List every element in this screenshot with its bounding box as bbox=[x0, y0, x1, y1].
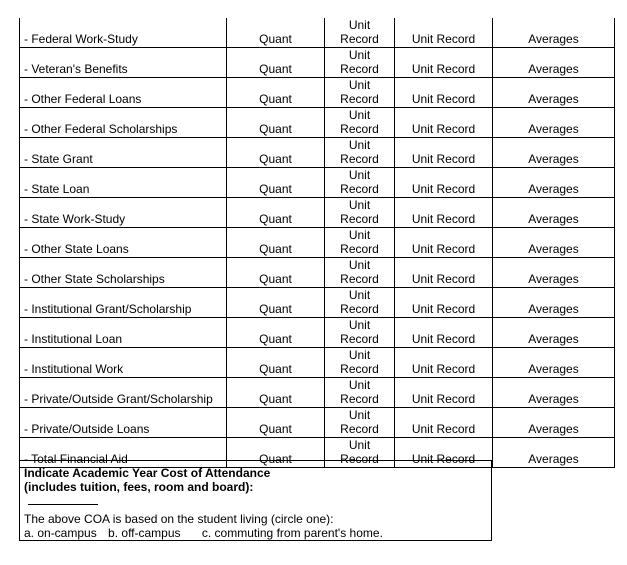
table-row bbox=[20, 78, 615, 108]
unit-record-cell: Unit Record bbox=[395, 228, 493, 258]
quant-cell: Quant bbox=[227, 48, 325, 78]
averages-cell: Averages bbox=[493, 108, 615, 138]
unit-record-cell: Unit Record bbox=[395, 138, 493, 168]
record-label: Record bbox=[340, 302, 379, 316]
quant-cell: Quant bbox=[227, 408, 325, 438]
table-row bbox=[20, 378, 615, 408]
unit-label: Unit bbox=[348, 408, 371, 422]
aid-type-label: - Other Federal Loans bbox=[20, 78, 227, 108]
unit-label: Unit bbox=[348, 288, 371, 302]
table-row bbox=[20, 138, 615, 168]
unit-label: Unit bbox=[348, 138, 371, 152]
unit-label: Unit bbox=[348, 18, 371, 32]
table-row bbox=[20, 288, 615, 318]
aid-type-label: - Other State Loans bbox=[20, 228, 227, 258]
unit-record-cell bbox=[325, 408, 395, 438]
quant-cell: Quant bbox=[227, 348, 325, 378]
record-label: Record bbox=[340, 152, 379, 166]
quant-cell: Quant bbox=[227, 138, 325, 168]
quant-cell: Quant bbox=[227, 288, 325, 318]
quant-cell: Quant bbox=[227, 18, 325, 48]
quant-cell: Quant bbox=[227, 258, 325, 288]
unit-record-cell: Unit Record bbox=[395, 378, 493, 408]
financial-aid-table bbox=[19, 18, 615, 468]
unit-label: Unit bbox=[348, 438, 371, 452]
table-row bbox=[20, 348, 615, 378]
record-label: Record bbox=[340, 332, 379, 346]
unit-record-cell: Unit Record bbox=[395, 48, 493, 78]
unit-record-cell: Unit Record bbox=[395, 318, 493, 348]
unit-record-cell: Unit Record bbox=[395, 168, 493, 198]
table-row bbox=[20, 198, 615, 228]
coa-living-options bbox=[24, 526, 487, 540]
unit-record-cell bbox=[325, 18, 395, 48]
table-row bbox=[20, 228, 615, 258]
aid-type-label: - State Grant bbox=[20, 138, 227, 168]
aid-type-label: - Private/Outside Loans bbox=[20, 408, 227, 438]
quant-cell: Quant bbox=[227, 228, 325, 258]
record-label: Record bbox=[340, 62, 379, 76]
averages-cell: Averages bbox=[493, 228, 615, 258]
table-row bbox=[20, 408, 615, 438]
unit-record-cell bbox=[325, 78, 395, 108]
averages-cell: Averages bbox=[493, 168, 615, 198]
unit-record-cell: Unit Record bbox=[395, 288, 493, 318]
coa-amount-blank[interactable] bbox=[28, 494, 98, 505]
record-label: Record bbox=[340, 392, 379, 406]
quant-cell: Quant bbox=[227, 378, 325, 408]
unit-record-cell bbox=[325, 348, 395, 378]
cost-of-attendance-box bbox=[19, 460, 492, 541]
record-label: Record bbox=[340, 242, 379, 256]
record-label: Record bbox=[340, 452, 379, 466]
record-label: Record bbox=[340, 182, 379, 196]
quant-cell: Quant bbox=[227, 168, 325, 198]
unit-label: Unit bbox=[348, 258, 371, 272]
aid-type-label: - Other State Scholarships bbox=[20, 258, 227, 288]
record-label: Record bbox=[340, 212, 379, 226]
option-off-campus[interactable]: b. off-campus bbox=[108, 526, 181, 540]
unit-label: Unit bbox=[348, 378, 371, 392]
unit-record-cell bbox=[325, 378, 395, 408]
unit-record-cell bbox=[325, 228, 395, 258]
averages-cell: Averages bbox=[493, 18, 615, 48]
aid-type-label: - Federal Work-Study bbox=[20, 18, 227, 48]
unit-record-cell: Unit Record bbox=[395, 258, 493, 288]
averages-cell: Averages bbox=[493, 378, 615, 408]
option-commuting[interactable]: c. commuting from parent's home. bbox=[201, 526, 383, 540]
unit-label: Unit bbox=[348, 78, 371, 92]
averages-cell: Averages bbox=[493, 138, 615, 168]
quant-cell: Quant bbox=[227, 198, 325, 228]
unit-label: Unit bbox=[348, 348, 371, 362]
averages-cell: Averages bbox=[493, 438, 615, 468]
unit-label: Unit bbox=[348, 318, 371, 332]
averages-cell: Averages bbox=[493, 408, 615, 438]
unit-record-cell bbox=[325, 258, 395, 288]
table-row bbox=[20, 258, 615, 288]
averages-cell: Averages bbox=[493, 48, 615, 78]
averages-cell: Averages bbox=[493, 348, 615, 378]
table-row bbox=[20, 168, 615, 198]
unit-label: Unit bbox=[348, 168, 371, 182]
unit-record-cell bbox=[325, 198, 395, 228]
unit-record-cell bbox=[325, 48, 395, 78]
aid-type-label: - Other Federal Scholarships bbox=[20, 108, 227, 138]
coa-basis-text: The above COA is based on the student living (circle one): bbox=[24, 512, 334, 526]
unit-record-cell bbox=[325, 168, 395, 198]
aid-type-label: - Institutional Work bbox=[20, 348, 227, 378]
table-row bbox=[20, 48, 615, 78]
quant-cell: Quant bbox=[227, 78, 325, 108]
table-row bbox=[20, 18, 615, 48]
unit-label: Unit bbox=[348, 48, 371, 62]
record-label: Record bbox=[340, 122, 379, 136]
unit-record-cell: Unit Record bbox=[395, 18, 493, 48]
averages-cell: Averages bbox=[493, 258, 615, 288]
unit-record-cell: Unit Record bbox=[395, 198, 493, 228]
table-row bbox=[20, 108, 615, 138]
averages-cell: Averages bbox=[493, 198, 615, 228]
record-label: Record bbox=[340, 92, 379, 106]
record-label: Record bbox=[340, 32, 379, 46]
unit-record-cell bbox=[325, 138, 395, 168]
unit-label: Unit bbox=[348, 108, 371, 122]
quant-cell: Quant bbox=[227, 108, 325, 138]
unit-record-cell: Unit Record bbox=[395, 78, 493, 108]
aid-type-label: - Total Financial Aid bbox=[20, 438, 227, 468]
aid-type-label: - Private/Outside Grant/Scholarship bbox=[20, 378, 227, 408]
unit-record-cell: Unit Record bbox=[395, 348, 493, 378]
averages-cell: Averages bbox=[493, 78, 615, 108]
aid-type-label: - Veteran's Benefits bbox=[20, 48, 227, 78]
aid-type-label: - Institutional Loan bbox=[20, 318, 227, 348]
unit-record-cell: Unit Record bbox=[395, 108, 493, 138]
option-on-campus[interactable]: a. on-campus bbox=[24, 526, 97, 540]
unit-record-cell bbox=[325, 318, 395, 348]
aid-type-label: - State Work-Study bbox=[20, 198, 227, 228]
aid-type-label: - State Loan bbox=[20, 168, 227, 198]
record-label: Record bbox=[340, 422, 379, 436]
aid-type-label: - Institutional Grant/Scholarship bbox=[20, 288, 227, 318]
record-label: Record bbox=[340, 362, 379, 376]
averages-cell: Averages bbox=[493, 318, 615, 348]
unit-label: Unit bbox=[348, 228, 371, 242]
quant-cell: Quant bbox=[227, 318, 325, 348]
unit-record-cell: Unit Record bbox=[395, 408, 493, 438]
unit-record-cell bbox=[325, 108, 395, 138]
table-row bbox=[20, 318, 615, 348]
averages-cell: Averages bbox=[493, 288, 615, 318]
unit-record-cell: Unit Record bbox=[395, 438, 493, 468]
coa-question: Indicate Academic Year Cost of Attendance (includes tuition, fees, room and board): bbox=[24, 466, 271, 494]
quant-cell: Quant bbox=[227, 438, 325, 468]
unit-label: Unit bbox=[348, 198, 371, 212]
unit-record-cell bbox=[325, 288, 395, 318]
record-label: Record bbox=[340, 272, 379, 286]
